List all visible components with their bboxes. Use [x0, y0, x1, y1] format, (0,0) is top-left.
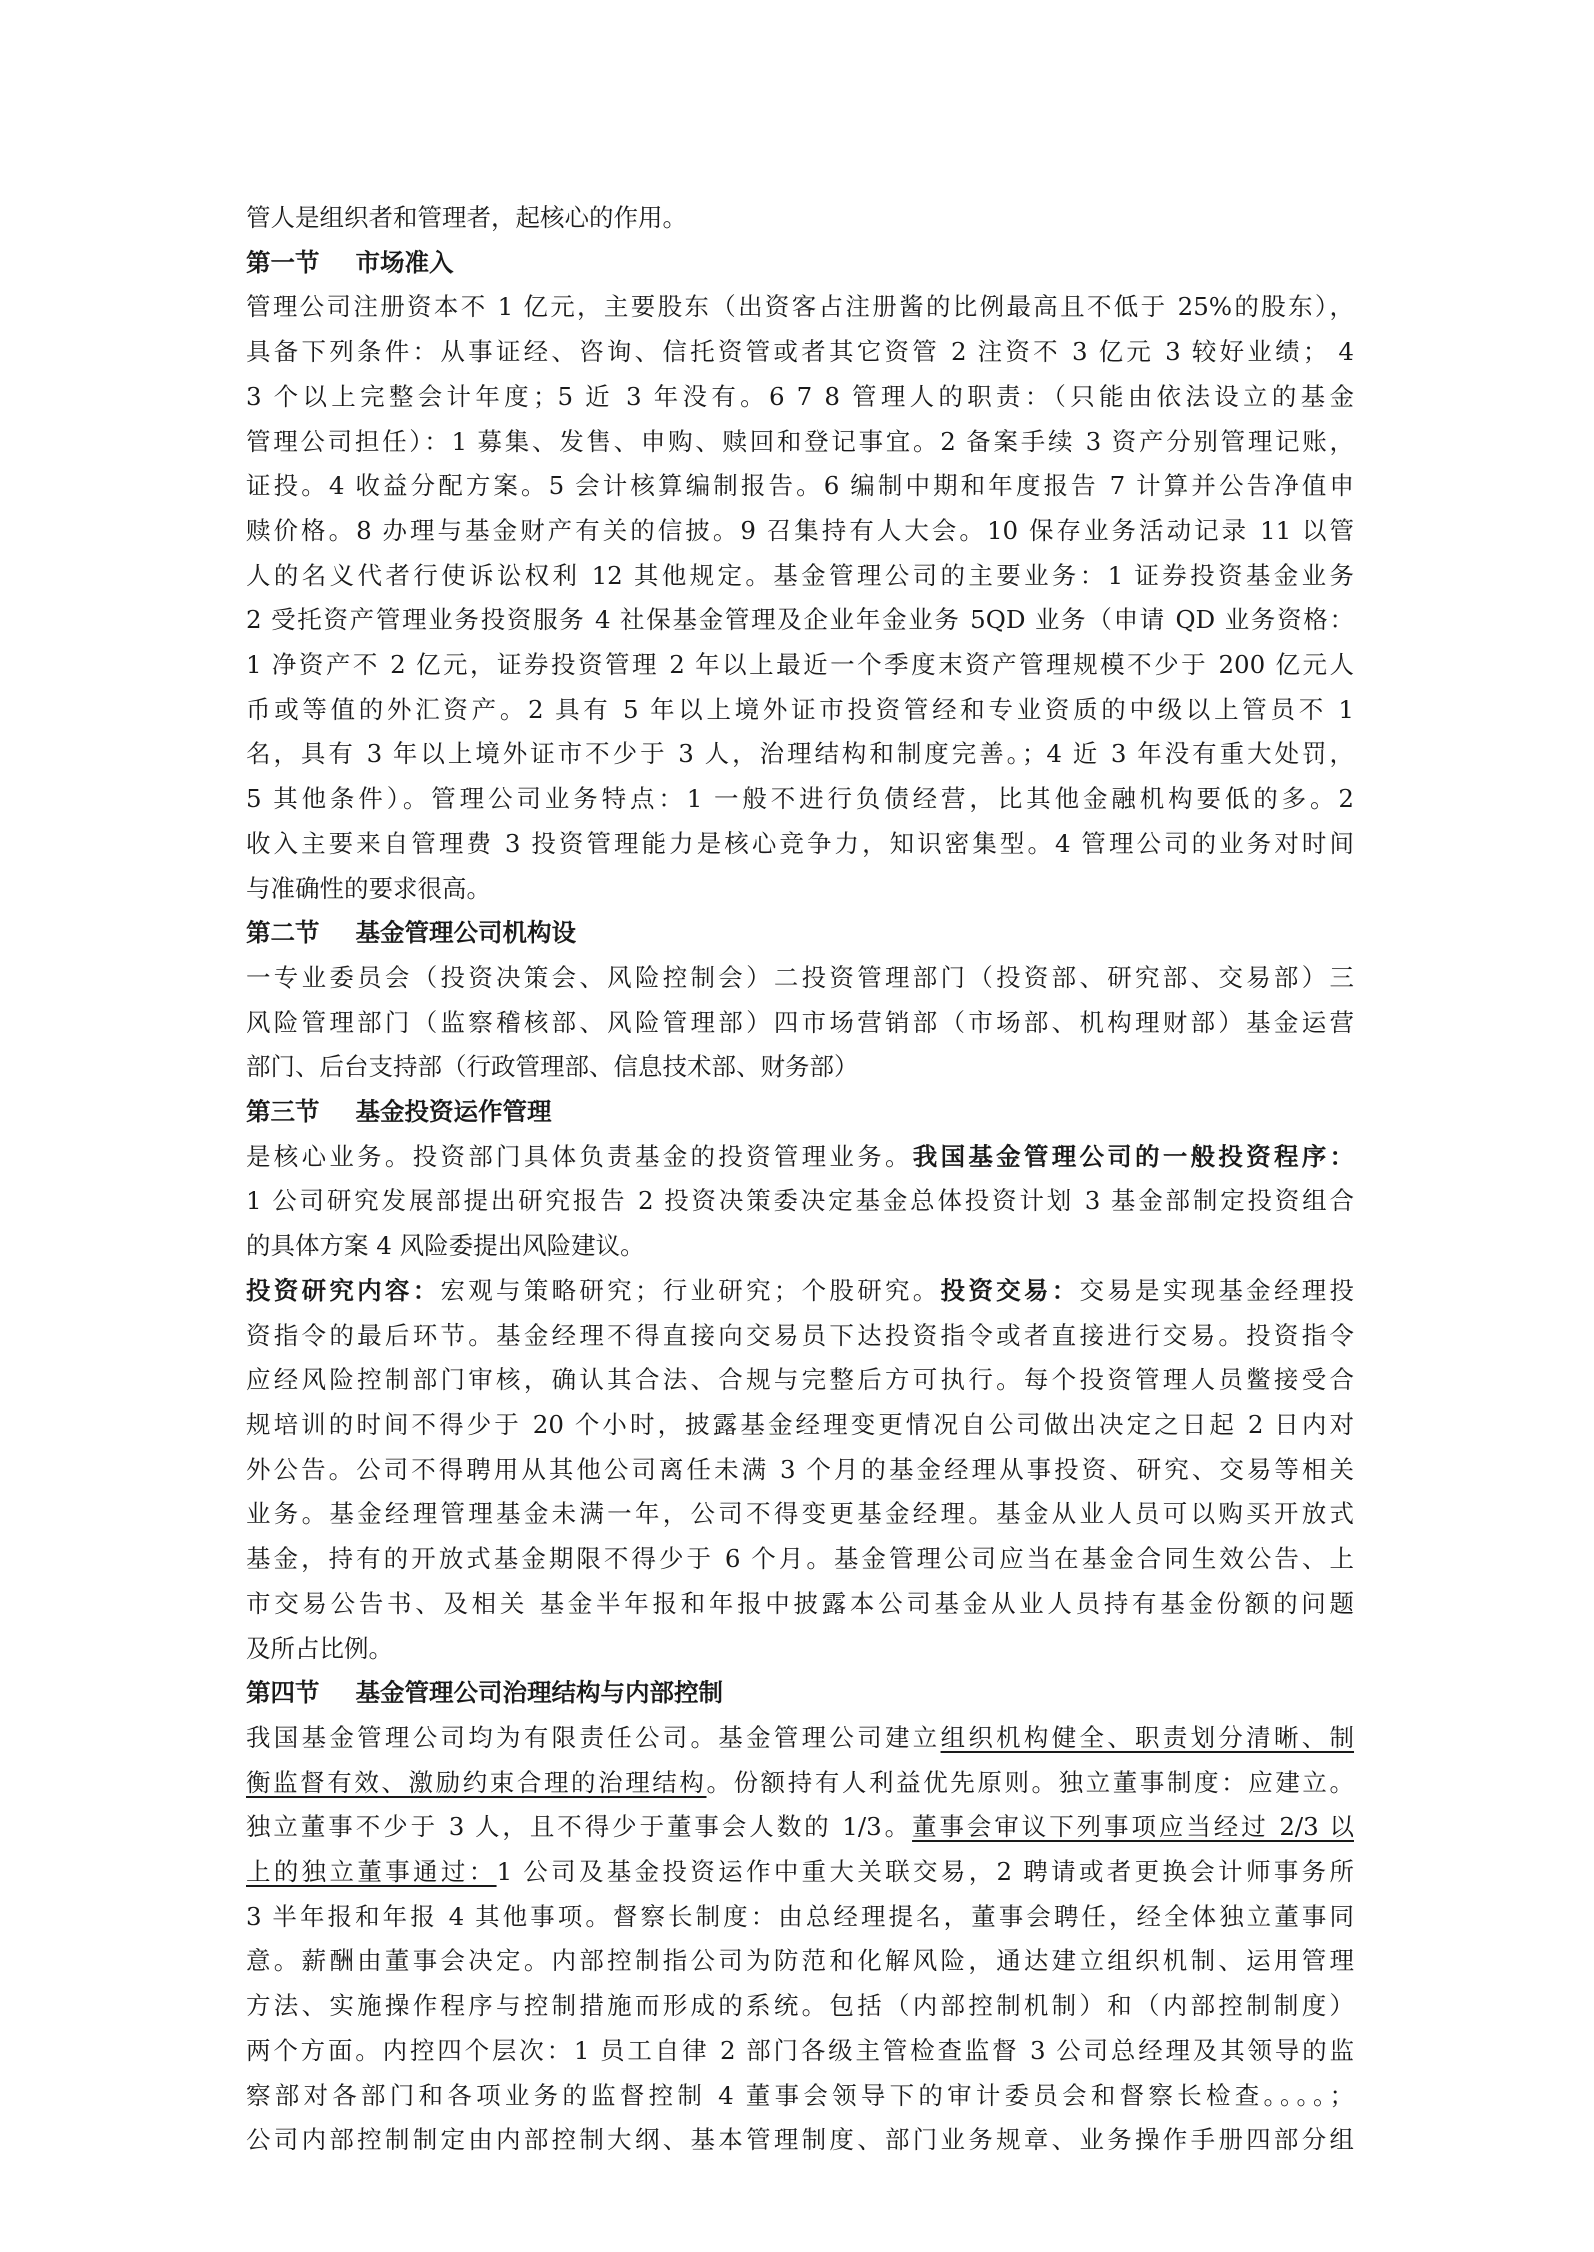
text-segment: 1 净资产不 2 亿元，证券投资管理 2 年以上最近一个季度末资产管理规模不少于 200 亿元人 — [246, 650, 1354, 680]
text-line — [246, 2118, 1354, 2163]
text-line — [246, 1537, 1354, 1582]
text-line — [246, 1179, 1354, 1224]
text-line — [246, 1492, 1354, 1537]
text-line — [246, 643, 1354, 688]
text-line — [246, 1001, 1354, 1046]
text-segment: 管理公司注册资本不 1 亿元，主要股东（出资客占注册酱的比例最高且不低于 25%的股东）， — [246, 292, 1354, 322]
text-line — [246, 509, 1354, 554]
underlined-text: 董事会审议下列事项应当经过 2/3 以 — [912, 1812, 1354, 1842]
text-segment: 宏观与策略研究；行业研究；个股研究。 — [440, 1275, 941, 1305]
text-line — [246, 420, 1354, 465]
text-segment: 外公告。公司不得聘用从其他公司离任未满 3 个月的基金经理从事投资、研究、交易等相关 — [246, 1454, 1354, 1484]
section-heading — [246, 911, 1354, 956]
text-segment: 我国基金管理公司均为有限责任公司。基金管理公司建立 — [246, 1722, 941, 1752]
text-segment: 应经风险控制部门审核，确认其合法、合规与完整后方可执行。每个投资管理人员鳖接受合 — [246, 1365, 1354, 1395]
text-segment: 独立董事不少于 3 人，且不得少于董事会人数的 1/3。 — [246, 1812, 913, 1842]
text-segment: 资指令的最后环节。基金经理不得直接向交易员下达投资指令或者直接进行交易。投资指令 — [246, 1320, 1354, 1350]
text-segment: 2 受托资产管理业务投资服务 4 社保基金管理及企业年金业务 5QD 业务（申请 QD 业务资格： — [246, 605, 1354, 635]
text-segment: 。份额持有人利益优先原则。独立董事制度：应建立。 — [706, 1767, 1355, 1797]
text-line — [246, 1448, 1354, 1493]
text-segment: 交易是实现基金经理投 — [1079, 1275, 1355, 1305]
underlined-text: 衡监督有效、激励约束合理的治理结构 — [246, 1767, 707, 1797]
text-line — [246, 2074, 1354, 2119]
text-line — [246, 1224, 1354, 1269]
text-segment: 具备下列条件：从事证经、咨询、信托资管或者其它资管 2 注资不 3 亿元 3 较好业绩； 4 — [246, 337, 1354, 367]
text-line — [246, 1314, 1354, 1359]
text-segment: 部门、后台支持部（行政管理部、信息技术部、财务部） — [246, 1052, 859, 1082]
text-line — [246, 196, 1354, 241]
section-number: 第三节 — [246, 1097, 320, 1127]
text-segment: 人的名义代者行使诉讼权利 12 其他规定。基金管理公司的主要业务：1 证券投资基金业务 — [246, 560, 1354, 590]
text-segment: 规培训的时间不得少于 20 个小时，披露基金经理变更情况自公司做出决定之日起 2 日内对 — [246, 1409, 1354, 1439]
text-segment: 币或等值的外汇资产。2 具有 5 年以上境外证市投资管经和专业资质的中级以上管员不 1 — [246, 694, 1354, 724]
text-segment: 基金，持有的开放式基金期限不得少于 6 个月。基金管理公司应当在基金合同生效公告、上 — [246, 1544, 1354, 1574]
underlined-text: 组织机构健全、职责划分清晰、制 — [940, 1722, 1355, 1752]
section-title: 基金管理公司治理结构与内部控制 — [355, 1678, 723, 1708]
text-line — [246, 956, 1354, 1001]
text-segment: 证投。4 收益分配方案。5 会计核算编制报告。6 编制中期和年度报告 7 计算并公告净值申 — [246, 471, 1354, 501]
text-segment: 1 公司研究发展部提出研究报告 2 投资决策委决定基金总体投资计划 3 基金部制定投资组合 — [246, 1186, 1354, 1216]
text-segment: 与准确性的要求很高。 — [246, 873, 491, 903]
text-line — [246, 1582, 1354, 1627]
text-line — [246, 1403, 1354, 1448]
text-line — [246, 375, 1354, 420]
text-segment: 两个方面。内控四个层次：1 员工自律 2 部门各级主管检查监督 3 公司总经理及其领导的监 — [246, 2035, 1354, 2065]
section-title: 市场准入 — [355, 247, 454, 277]
text-segment: 管理公司担任）：1 募集、发售、申购、赎回和登记事宜。2 备案手续 3 资产分别管理记账， — [246, 426, 1354, 456]
text-segment: 赎价格。8 办理与基金财产有关的信披。9 召集持有人大会。10 保存业务活动记录 11 以管 — [246, 515, 1354, 545]
text-line — [246, 688, 1354, 733]
bold-text: 我国基金管理公司的一般投资程序： — [912, 1141, 1355, 1171]
text-segment: 是核心业务。投资部门具体负责基金的投资管理业务。 — [246, 1141, 913, 1171]
text-segment: 业务。基金经理管理基金未满一年，公司不得变更基金经理。基金从业人员可以购买开放式 — [246, 1499, 1354, 1529]
section-number: 第一节 — [246, 247, 320, 277]
text-segment: 及所占比例。 — [246, 1633, 393, 1663]
text-line — [246, 464, 1354, 509]
text-line — [246, 732, 1354, 777]
text-line — [246, 1716, 1354, 1761]
section-title: 基金管理公司机构设 — [355, 918, 576, 948]
text-line — [246, 867, 1354, 912]
text-segment: 的具体方案 4 风险委提出风险建议。 — [246, 1231, 645, 1261]
underlined-text: 上的独立董事通过： — [246, 1857, 497, 1887]
text-line — [246, 777, 1354, 822]
text-segment: 收入主要来自管理费 3 投资管理能力是核心竞争力，知识密集型。4 管理公司的业务对时间 — [246, 828, 1354, 858]
text-line — [246, 1761, 1354, 1806]
section-heading — [246, 1090, 1354, 1135]
text-segment: 1 公司及基金投资运作中重大关联交易，2 聘请或者更换会计师事务所 — [496, 1857, 1355, 1887]
text-line — [246, 1135, 1354, 1180]
text-line — [246, 1045, 1354, 1090]
section-number: 第四节 — [246, 1678, 320, 1708]
text-segment: 公司内部控制制定由内部控制大纲、基本管理制度、部门业务规章、业务操作手册四部分组 — [246, 2125, 1354, 2155]
section-number: 第二节 — [246, 918, 320, 948]
text-line — [246, 1269, 1354, 1314]
text-line — [246, 1984, 1354, 2029]
text-line — [246, 2029, 1354, 2074]
text-segment: 方法、实施操作程序与控制措施而形成的系统。包括（内部控制机制）和（内部控制制度） — [246, 1991, 1354, 2021]
text-segment: 3 半年报和年报 4 其他事项。督察长制度：由总经理提名，董事会聘任，经全体独立董事同 — [246, 1901, 1354, 1931]
text-line — [246, 1895, 1354, 1940]
text-line — [246, 1805, 1354, 1850]
document-body — [246, 196, 1354, 2163]
text-segment: 风险管理部门（监察稽核部、风险管理部）四市场营销部（市场部、机构理财部）基金运营 — [246, 1007, 1354, 1037]
text-line — [246, 330, 1354, 375]
text-segment: 3 个以上完整会计年度；5 近 3 年没有。6 7 8 管理人的职责：（只能由依法设立的基金 — [246, 381, 1354, 411]
bold-text: 投资研究内容： — [246, 1275, 441, 1305]
text-line — [246, 1358, 1354, 1403]
text-segment: 5 其他条件）。管理公司业务特点：1 一般不进行负债经营，比其他金融机构要低的多。2 — [246, 784, 1354, 814]
section-heading — [246, 1671, 1354, 1716]
text-segment: 名，具有 3 年以上境外证市不少于 3 人，治理结构和制度完善。；4 近 3 年没有重大处罚， — [246, 739, 1354, 769]
text-segment: 察部对各部门和各项业务的监督控制 4 董事会领导下的审计委员会和督察长检查。。。。； — [246, 2080, 1354, 2110]
text-line — [246, 598, 1354, 643]
text-line — [246, 1627, 1354, 1672]
text-line — [246, 285, 1354, 330]
bold-text: 投资交易： — [940, 1275, 1080, 1305]
text-line — [246, 554, 1354, 599]
section-heading — [246, 241, 1354, 286]
text-segment: 市交易公告书、及相关 基金半年报和年报中披露本公司基金从业人员持有基金份额的问题 — [246, 1588, 1354, 1618]
text-line — [246, 822, 1354, 867]
text-segment: 一专业委员会（投资决策会、风险控制会）二投资管理部门（投资部、研究部、交易部）三 — [246, 962, 1354, 992]
text-segment: 意。薪酬由董事会决定。内部控制指公司为防范和化解风险，通达建立组织机制、运用管理 — [246, 1946, 1354, 1976]
text-line — [246, 1850, 1354, 1895]
text-segment: 管人是组织者和管理者，起核心的作用。 — [246, 203, 687, 232]
text-line — [246, 1939, 1354, 1984]
section-title: 基金投资运作管理 — [355, 1097, 552, 1127]
